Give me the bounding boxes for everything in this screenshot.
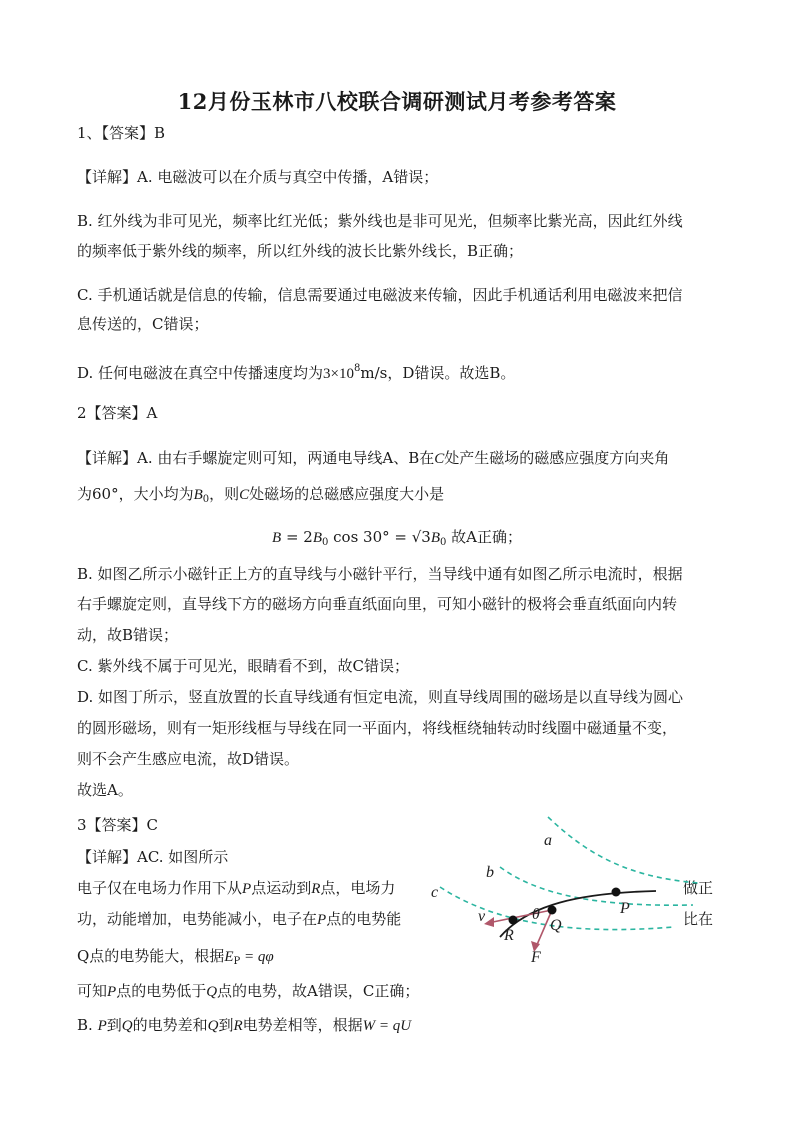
eq-tail: 故A正确； [446,528,522,546]
q3-l3-eq: = q [240,949,266,965]
q1-detail-a: 【详解】A. 电磁波可以在介质与真空中传播，A错误； [77,168,439,186]
q3-l5-d: 电势差相等，根据 [242,1016,363,1034]
q1-d-prefix: D. 任何电磁波在真空中传播速度均为 [77,364,324,382]
point-p [612,888,621,897]
eq-b3: B [430,530,441,546]
q2-b0: B [193,487,203,503]
q3-answer: 3【答案】C [77,816,159,834]
q1-d-line [77,358,515,385]
q1-c-line1: C. 手机通话就是信息的传输，信息需要通过电磁波来传输，因此手机通话利用电磁波来把信 [77,286,683,304]
velocity-arrow [488,910,552,923]
q3-l1-post: 点，电场力 [320,879,396,897]
q3-l5-a: 到 [106,1016,122,1034]
q3-l1-pre: 电子仅在电场力作用下从 [77,879,243,897]
q3-l4-q: Q [206,984,218,1000]
eq-mid2: cos 30° = √3 [328,528,431,546]
q3-line1-right: 做正 [683,879,714,897]
q3-line4 [77,980,419,1003]
q3-line3 [77,945,274,973]
q2-equation [0,526,794,548]
eq-sub1: 0 [322,537,329,548]
q1-d-suffix: ，D错误。故选B。 [387,364,516,382]
q2-a2-mid: ，则 [209,485,240,503]
q2-b-line2: 右手螺旋定则，直导线下方的磁场方向垂直纸面向里，可知小磁针的极将会垂直纸面向内转 [77,595,678,613]
q2-a1-post: 处产生磁场的磁感应强度方向夹角 [444,449,670,467]
q2-a2-post: 处磁场的总磁感应强度大小是 [249,485,445,503]
label-v: v [478,908,486,925]
q3-l5-r: R [233,1018,243,1034]
label-r: R [504,927,514,944]
q3-l3-phi: φ [265,949,274,965]
q3-l5-q: Q [121,1018,133,1034]
q2-b-line1: B. 如图乙所示小磁针正上方的直导线与小磁针平行，当导线中通有如图乙所示电流时，根据 [77,565,683,583]
field-line-a [548,817,698,883]
q3-l4-mid: 点的电势低于 [116,982,207,1000]
eq-mid1: = 2 [281,528,313,546]
field-line-b [500,867,693,905]
q2-conclusion: 故选A。 [77,781,133,799]
label-b: b [486,864,494,881]
q3-l5-q2: Q [207,1018,219,1034]
q3-l2-p: P [317,912,327,928]
label-q: Q [550,917,562,934]
q2-detail-a-line2 [77,483,444,511]
q3-line1 [77,877,395,900]
q3-line2-right: 比在 [683,910,714,928]
q2-d-line2: 的圆形磁场，则有一矩形线框与导线在同一平面内，将线框绕轴转动时线圈中磁通量不变， [77,719,678,737]
q3-l5-pre: B. [77,1016,98,1034]
q1-d-exp: 8 [354,363,361,374]
q3-l3-e: E [224,949,234,965]
q3-l5-b: 的电势差和 [132,1016,208,1034]
label-c: c [431,884,439,901]
q3-l5-w: W [362,1018,376,1034]
q1-d-coef: 3×10 [323,366,354,382]
q2-b0-sub: 0 [202,494,210,505]
q3-l2-pre: 功，动能增加，电势能减小，电子在 [77,910,318,928]
electric-field-figure [428,815,728,965]
q3-detail: 【详解】AC. 如图所示 [77,848,229,866]
eq-b: B [272,530,282,546]
q3-line5 [77,1014,411,1037]
q3-l4-post: 点的电势，故A错误，C正确； [217,982,420,1000]
q2-d-line1: D. 如图丁所示，竖直放置的长直导线通有恒定电流，则直导线周围的磁场是以直导线为圆心 [77,688,684,706]
q3-l4-pre: 可知 [77,982,108,1000]
q3-l5-e: = q [375,1018,401,1034]
eq-b2: B [312,530,322,546]
q1-b-line1: B. 红外线为非可见光，频率比红光低；紫外线也是非可见光，但频率比紫光高，因此红外线 [77,212,683,230]
q3-l1-mid: 点运动到 [251,879,312,897]
q3-l1-p: P [242,881,252,897]
q3-l5-u: U [400,1018,412,1034]
q2-a1-pre: 【详解】A. 由右手螺旋定则可知，两通电导线A、B在 [77,449,435,467]
q1-b-line2: 的频率低于紫外线的频率，所以红外线的波长比紫外线长，B正确； [77,242,524,260]
q3-l4-p: P [107,984,117,1000]
q2-a2-c: C [239,487,250,503]
q3-l3-esub: P [233,956,241,967]
eq-sub2: 0 [440,537,447,548]
q1-answer: 1、【答案】B [77,124,166,142]
page-title: 12月份玉林市八校联合调研测试月考参考答案 [177,89,617,114]
q3-l1-r: R [311,881,321,897]
q2-a1-c: C [434,451,445,467]
q3-line2 [77,908,401,931]
q1-c-line2: 息传送的，C错误； [77,315,209,333]
q2-d-line3: 则不会产生感应电流，故D错误。 [77,750,300,768]
q2-c-line: C. 紫外线不属于可见光，眼睛看不到，故C错误； [77,657,409,675]
q3-l2-post: 点的电势能 [326,910,402,928]
velocity-arrowhead [484,917,494,927]
q3-l5-c: 到 [218,1016,234,1034]
q3-l5-p: P [97,1018,107,1034]
point-q [548,906,557,915]
label-f: F [531,949,541,965]
point-r [509,916,518,925]
label-a: a [544,832,552,849]
label-p: P [620,900,630,917]
q2-b-line3: 动，故B错误； [77,626,179,644]
q3-l3-pre: Q点的电势能大，根据 [77,947,225,965]
q2-answer: 2【答案】A [77,404,158,422]
q2-a2-pre: 为60°，大小均为 [77,485,194,503]
q2-detail-a-line1 [77,447,669,470]
q1-d-unit: m/s [360,364,388,382]
label-theta: θ [532,906,540,923]
